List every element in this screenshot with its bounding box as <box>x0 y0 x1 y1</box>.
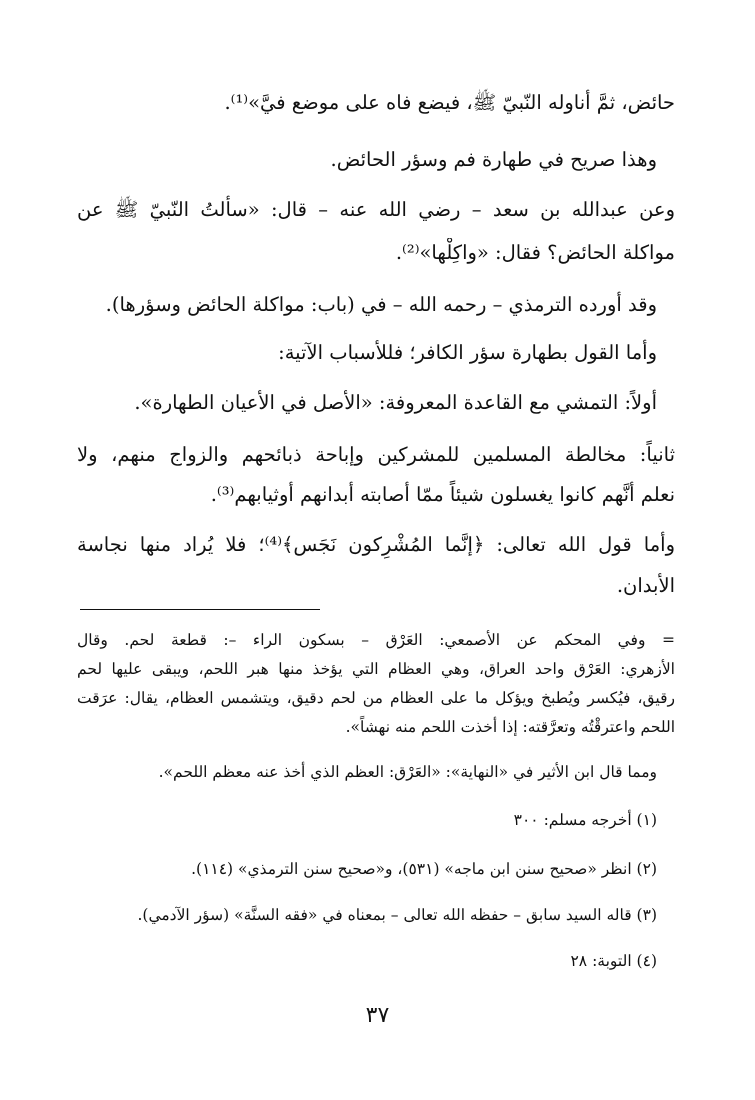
footnote-line: ومما قال ابن الأثير في «النهاية»: «العَرْق: العظم الذي أخذ عنه معظم اللحم». <box>158 763 657 781</box>
body-line: حائض، ثمَّ أناوله النّبيّ ﷺ، فيضع فاه على موضع فيَّ»⁽¹⁾. <box>224 91 675 114</box>
footnote-item: (٣) قاله السيد سابق – حفظه الله تعالى – بمعناه في «فقه السنَّة» (سؤر الآدمي). <box>137 906 657 924</box>
footnote-line: = وفي المحكم عن الأصمعي: العَرْق – بسكون الراء –: قطعة لحم. وقال <box>77 631 675 649</box>
body-line: وأما القول بطهارة سؤر الكافر؛ فللأسباب الآتية: <box>278 341 657 364</box>
footnote-line: رقيق، فيُكسر ويُطبخ ويؤكل ما على العظام من لحم دقيق، ويتشمس العظام، يقال: عرَقت <box>77 689 675 707</box>
footnote-line: اللحم واعترقْتُه وتعرَّقته: إذا أخذت اللحم منه نهشاً». <box>345 718 675 736</box>
body-line: وعن عبدالله بن سعد – رضي الله عنه – قال: «سألتُ النّبيّ ﷺ عن <box>77 198 675 221</box>
body-line: الأبدان. <box>616 574 675 597</box>
footnote-item: (١) أخرجه مسلم: ٣٠٠ <box>513 811 657 829</box>
body-line: ثانياً: مخالطة المسلمين للمشركين وإباحة ذبائحهم والزواج منهم، ولا <box>77 443 675 466</box>
body-line: مواكلة الحائض؟ فقال: «واكِلْها»⁽²⁾. <box>395 241 675 264</box>
page-number: ٣٧ <box>365 1003 390 1028</box>
body-line: وقد أورده الترمذي – رحمه الله – في (باب: مواكلة الحائض وسؤرها). <box>105 293 657 316</box>
footnote-item: (٢) انظر «صحيح سنن ابن ماجه» (٥٣١)، و«صحيح سنن الترمذي» (١١٤). <box>191 860 657 878</box>
body-line: أولاً: التمشي مع القاعدة المعروفة: «الأصل في الأعيان الطهارة». <box>134 391 657 414</box>
body-line: نعلم أنَّهم كانوا يغسلون شيئاً ممّا أصابته أبدانهم أوثيابهم⁽³⁾. <box>210 483 675 506</box>
footnote-item: (٤) التوبة: ٢٨ <box>570 952 657 970</box>
footnote-separator <box>80 609 320 610</box>
body-line: وهذا صريح في طهارة فم وسؤر الحائض. <box>330 148 657 171</box>
footnote-line: الأزهري: العَرْق واحد العراق، وهي العظام التي يؤخذ منها هبر اللحم، ويبقى عليها لحم <box>77 660 675 678</box>
body-line: وأما قول الله تعالى: ﴿إنَّما المُشْرِكون نَجَس﴾⁽⁴⁾؛ فلا يُراد منها نجاسة <box>77 533 675 556</box>
